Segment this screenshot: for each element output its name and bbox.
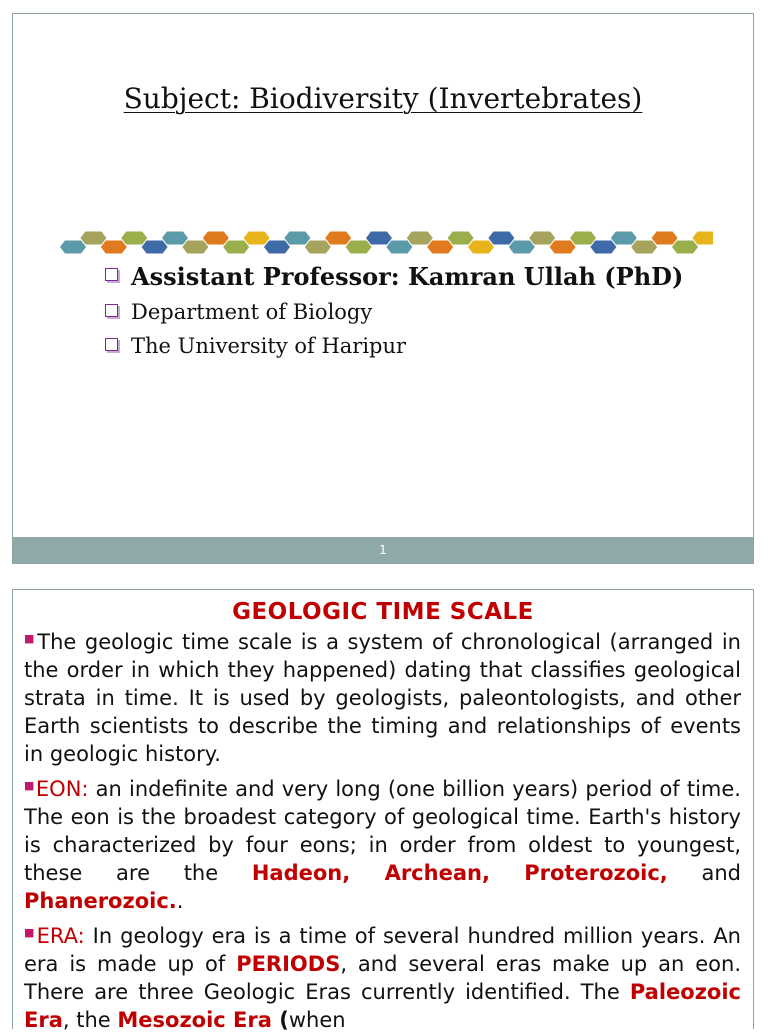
- professor-text: Assistant Professor: Kamran Ullah (PhD): [131, 262, 684, 291]
- page-number: 1: [379, 543, 387, 557]
- decorative-hexagon: [590, 241, 616, 254]
- decorative-hexagon: [325, 232, 351, 245]
- university-text: The University of Haripur: [131, 334, 407, 358]
- decorative-hexagon: [101, 241, 127, 254]
- slide-2: [12, 589, 754, 1032]
- decorative-hexagon: [60, 241, 86, 254]
- bullet-list: [105, 262, 683, 368]
- bullet-professor: [105, 262, 683, 300]
- square-bullet-icon: [105, 268, 118, 281]
- decorative-hexagon: [652, 232, 678, 245]
- decorative-hexagon: [448, 232, 474, 245]
- mesozoic-term: Mesozoic Era: [117, 1008, 272, 1032]
- decorative-hexagon: [203, 232, 229, 245]
- era-text-3: , the: [62, 1008, 118, 1032]
- era-text-1: In geology era is a time of several hundred million years. An era is made up of: [24, 924, 741, 976]
- decorative-hexagon: [244, 232, 270, 245]
- decorative-hexagon: [264, 241, 290, 254]
- eon-names-1: Hadeon, Archean, Proterozoic,: [251, 861, 668, 885]
- square-bullet-icon: [105, 338, 118, 351]
- decorative-hexagon: [346, 241, 372, 254]
- decorative-hexagon: [692, 232, 713, 245]
- slide-heading: GEOLOGIC TIME SCALE: [232, 599, 534, 625]
- decorative-hexagon: [407, 232, 433, 245]
- era-text-4: when: [288, 1008, 346, 1032]
- decorative-hexagon: [509, 241, 535, 254]
- decorative-hexagon: [366, 232, 392, 245]
- decorative-hexagon: [142, 241, 168, 254]
- eon-end: .: [176, 889, 184, 913]
- definition-text: The geologic time scale is a system of chronological (arranged in the order in which they happened) dating that classifies geological strata in time. It is used by geologists, paleontologists, and other Earth scientists to describe the timing and relationships of events in geologic history.: [24, 630, 741, 766]
- decorative-hexagon: [223, 241, 249, 254]
- eon-text: an indefinite and very long (one billion years) period of time. The eon is the broadest category of geological time. Earth's history is characterized by four eons; in order from oldest to youngest, these are the: [24, 777, 741, 885]
- square-bullet-icon: [105, 304, 118, 317]
- decorative-hexagon: [162, 232, 188, 245]
- era-paren: (: [271, 1008, 289, 1032]
- slide-1: [12, 13, 754, 564]
- periods-term: PERIODS: [236, 952, 341, 976]
- paleozoic-term: Paleozoic Era: [24, 980, 741, 1032]
- decorative-hexagon: [529, 232, 555, 245]
- decorative-hexagon: [121, 232, 147, 245]
- bullet-university: [105, 334, 683, 368]
- decorative-hexagon: [386, 241, 412, 254]
- decorative-hexagon: [80, 232, 106, 245]
- decorative-hexagon: [570, 232, 596, 245]
- era-term: ERA:: [36, 924, 85, 948]
- era-text-2: , and several eras make up an eon. There are three Geologic Eras currently identified. The: [24, 952, 741, 1004]
- department-text: Department of Biology: [131, 300, 373, 324]
- decorative-hexagon: [427, 241, 453, 254]
- paragraph-eon: [24, 772, 741, 915]
- square-bullet-icon: ■: [24, 632, 37, 645]
- decorative-hexagon: [631, 241, 657, 254]
- square-bullet-icon: ■: [24, 926, 36, 939]
- decorative-hexagon: [284, 232, 310, 245]
- paragraph-definition: [24, 625, 741, 768]
- decorative-hexagon: [488, 232, 514, 245]
- eon-and: and: [667, 861, 741, 885]
- slide-footer: [13, 537, 753, 563]
- eon-term: EON:: [35, 777, 89, 801]
- decorative-hexagon: [182, 241, 208, 254]
- bullet-department: [105, 300, 683, 334]
- decorative-hexagon: [672, 241, 698, 254]
- decorative-hexagon: [611, 232, 637, 245]
- paragraph-era: [24, 919, 741, 1034]
- square-bullet-icon: ■: [24, 779, 35, 792]
- decorative-hexagon: [468, 241, 494, 254]
- eon-names-2: Phanerozoic.: [24, 889, 177, 913]
- decorative-hexagon-band: [59, 228, 713, 258]
- slide-title: Subject: Biodiversity (Invertebrates): [123, 82, 643, 115]
- decorative-hexagon: [550, 241, 576, 254]
- decorative-hexagon: [305, 241, 331, 254]
